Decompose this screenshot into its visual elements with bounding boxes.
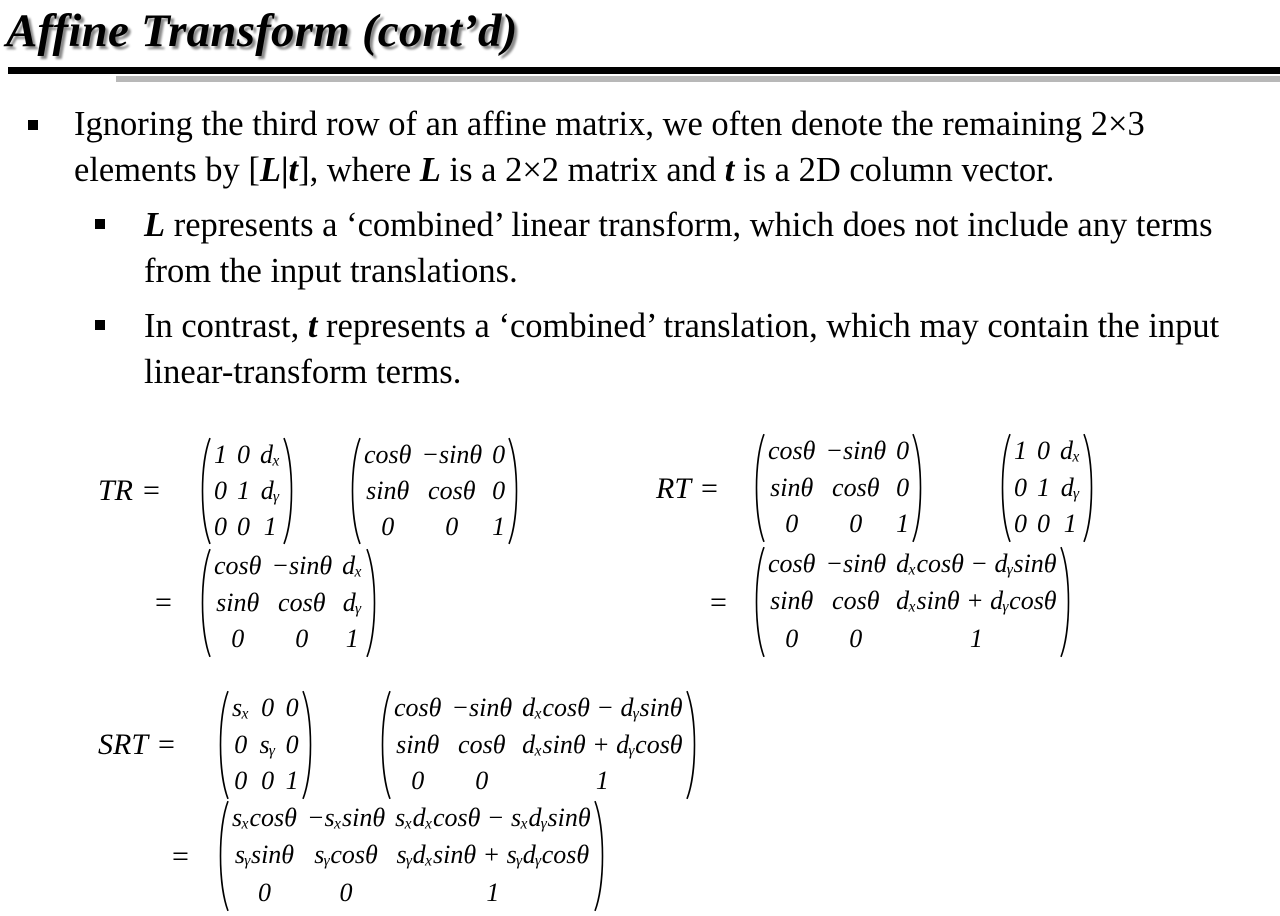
right-parenthesis [911, 433, 925, 543]
matrix-cell: 0 [1014, 472, 1027, 502]
matrix-cell: 1 [345, 624, 359, 654]
title-rule-shadow [116, 76, 1280, 82]
math-symbol: L [419, 151, 441, 189]
text-run: represents a ‘combined’ translation, which may contain the input linear-transform terms. [144, 307, 1220, 391]
matrix-cell: sinθ [396, 729, 440, 759]
matrix-cell: sᵧ [259, 729, 276, 759]
matrix-cell: cosθ [428, 476, 476, 505]
tr-equation-lhs: TR = [98, 474, 160, 507]
matrix-cell: 0 [849, 509, 863, 539]
matrix-grid [392, 690, 685, 800]
tr-rotation-matrix [348, 437, 521, 545]
matrix-cell: 0 [237, 512, 250, 541]
text-run: ], where [298, 151, 420, 189]
matrix-cell: 1 [237, 476, 250, 505]
matrix-cell: 0 [261, 766, 275, 796]
left-parenthesis [216, 690, 230, 800]
srt-rt-matrix [378, 690, 699, 800]
matrix-cell: −sinθ [825, 549, 887, 578]
matrix-cell: dₓ [342, 551, 363, 580]
right-parenthesis [593, 800, 607, 912]
matrix-cell: cosθ [832, 586, 880, 616]
matrix-grid [766, 546, 1059, 658]
srt-result-matrix [216, 800, 607, 912]
matrix-cell: −sinθ [421, 440, 483, 469]
matrix-cell: 0 [295, 624, 309, 654]
bullet-marker [28, 120, 38, 130]
matrix-cell: 1 [486, 877, 500, 907]
matrix-cell: cosθ [214, 551, 262, 580]
matrix-cell: 0 [849, 623, 863, 653]
right-parenthesis [365, 548, 379, 658]
matrix-cell: cosθ [394, 693, 442, 722]
text-run: In contrast, [144, 307, 308, 345]
sub-bullet-text [144, 202, 1264, 294]
matrix-cell: 0 [785, 623, 799, 653]
matrix-cell: sₓdₓcosθ − sₓdᵧsinθ [395, 803, 591, 832]
tr-result-equals: = [155, 586, 172, 619]
left-parenthesis [752, 546, 766, 658]
rt-translation-matrix [998, 433, 1096, 543]
right-parenthesis [1082, 433, 1096, 543]
matrix-cell: 0 [896, 436, 910, 465]
srt-scale-matrix [216, 690, 315, 800]
bullet-text [74, 101, 1274, 193]
matrix-cell: 1 [896, 509, 910, 539]
sub-bullet-marker [95, 219, 105, 229]
matrix-cell: 0 [445, 512, 459, 541]
matrix-cell: 0 [237, 440, 250, 469]
matrix-cell: dₓcosθ − dᵧsinθ [522, 693, 683, 722]
matrix-cell: 1 [492, 512, 506, 541]
matrix-cell: 0 [214, 512, 227, 541]
left-parenthesis [198, 548, 212, 658]
matrix-cell: 0 [492, 476, 506, 505]
matrix-cell: 0 [1037, 436, 1050, 465]
math-symbol: L [259, 151, 281, 189]
matrix-grid [362, 437, 507, 545]
matrix-cell: dₓsinθ + dᵧcosθ [522, 729, 683, 759]
matrix-cell: dₓ [1060, 436, 1081, 465]
matrix-cell: −sinθ [451, 693, 513, 722]
matrix-cell: dₓcosθ − dᵧsinθ [896, 549, 1057, 578]
matrix-cell: 1 [214, 440, 227, 469]
tr-result-matrix [198, 548, 379, 658]
tr-translation-matrix [198, 437, 296, 545]
matrix-cell: cosθ [458, 729, 506, 759]
matrix-cell: 0 [257, 877, 271, 907]
matrix-cell: dₓsinθ + dᵧcosθ [896, 586, 1057, 616]
matrix-cell: 0 [261, 693, 275, 722]
matrix-cell: sᵧsinθ [234, 840, 295, 870]
matrix-cell: 0 [285, 729, 299, 759]
sub-bullet-text [144, 303, 1264, 395]
matrix-cell: −sinθ [271, 551, 333, 580]
matrix-cell: −sₓsinθ [306, 803, 386, 832]
matrix-cell: sinθ [770, 586, 814, 616]
matrix-grid [212, 437, 282, 545]
matrix-cell: 0 [896, 472, 910, 502]
matrix-cell: 0 [475, 766, 489, 796]
text-run: is a 2×2 matrix and [440, 151, 725, 189]
matrix-cell: sₓ [232, 693, 250, 722]
rt-equation-lhs: RT = [656, 472, 718, 505]
matrix-cell: dₓ [260, 440, 281, 469]
matrix-cell: cosθ [768, 436, 816, 465]
matrix-cell: sinθ [770, 472, 814, 502]
matrix-cell: 1 [1014, 436, 1027, 465]
rt-rotation-matrix [752, 433, 925, 543]
math-symbol: | [280, 151, 289, 189]
matrix-cell: sᵧdₓsinθ + sᵧdᵧcosθ [396, 840, 590, 870]
matrix-cell: dᵧ [1060, 472, 1080, 502]
right-parenthesis [1059, 546, 1073, 658]
right-parenthesis [282, 437, 296, 545]
matrix-cell: 1 [1037, 472, 1050, 502]
matrix-cell: 0 [785, 509, 799, 539]
matrix-cell: dᵧ [260, 476, 280, 505]
left-parenthesis [378, 690, 392, 800]
matrix-cell: dᵧ [342, 587, 362, 617]
title-rule [8, 67, 1280, 74]
matrix-cell: 1 [1063, 509, 1077, 539]
right-parenthesis [301, 690, 315, 800]
srt-equation-lhs: SRT = [98, 728, 175, 761]
text-run: Ignoring the third row of an affine matrix, we often denote the remaining 2×3 elements by [ [74, 105, 1145, 189]
rt-result-equals: = [710, 586, 727, 619]
matrix-cell: 1 [969, 623, 983, 653]
math-symbol: t [307, 307, 318, 345]
text-run: represents a ‘combined’ linear transform, which does not include any terms from the input translations. [144, 206, 1213, 290]
right-parenthesis [685, 690, 699, 800]
matrix-cell: 1 [263, 512, 277, 541]
matrix-cell: sinθ [366, 476, 410, 505]
slide-title: Affine Transform (cont’d) [6, 5, 518, 57]
matrix-cell: sinθ [216, 587, 260, 617]
matrix-cell: sₓcosθ [232, 803, 297, 832]
matrix-cell: 0 [214, 476, 227, 505]
matrix-cell: 0 [1014, 509, 1027, 539]
math-symbol: t [724, 151, 735, 189]
matrix-cell: 0 [234, 766, 248, 796]
matrix-grid [230, 690, 301, 800]
matrix-cell: cosθ [832, 472, 880, 502]
matrix-cell: 1 [595, 766, 609, 796]
math-symbol: t [288, 151, 299, 189]
matrix-cell: 0 [234, 729, 248, 759]
matrix-cell: 0 [1037, 509, 1050, 539]
math-symbol: L [144, 206, 166, 244]
matrix-cell: −sinθ [825, 436, 887, 465]
matrix-cell: sᵧcosθ [314, 840, 378, 870]
left-parenthesis [348, 437, 362, 545]
matrix-cell: 0 [381, 512, 395, 541]
matrix-grid [212, 548, 365, 658]
rt-result-matrix [752, 546, 1073, 658]
left-parenthesis [216, 800, 230, 912]
matrix-cell: 0 [492, 440, 506, 469]
matrix-cell: 0 [339, 877, 353, 907]
text-run: is a 2D column vector. [734, 151, 1055, 189]
matrix-cell: 0 [285, 693, 299, 722]
matrix-cell: 1 [285, 766, 299, 796]
matrix-cell: cosθ [278, 587, 326, 617]
matrix-grid [1012, 433, 1082, 543]
matrix-cell: 0 [411, 766, 425, 796]
matrix-cell: 0 [231, 624, 245, 654]
matrix-grid [230, 800, 593, 912]
left-parenthesis [998, 433, 1012, 543]
right-parenthesis [507, 437, 521, 545]
matrix-cell: cosθ [364, 440, 412, 469]
matrix-grid [766, 433, 911, 543]
srt-result-equals: = [172, 840, 189, 873]
matrix-cell: cosθ [768, 549, 816, 578]
left-parenthesis [198, 437, 212, 545]
sub-bullet-marker [95, 320, 105, 330]
left-parenthesis [752, 433, 766, 543]
